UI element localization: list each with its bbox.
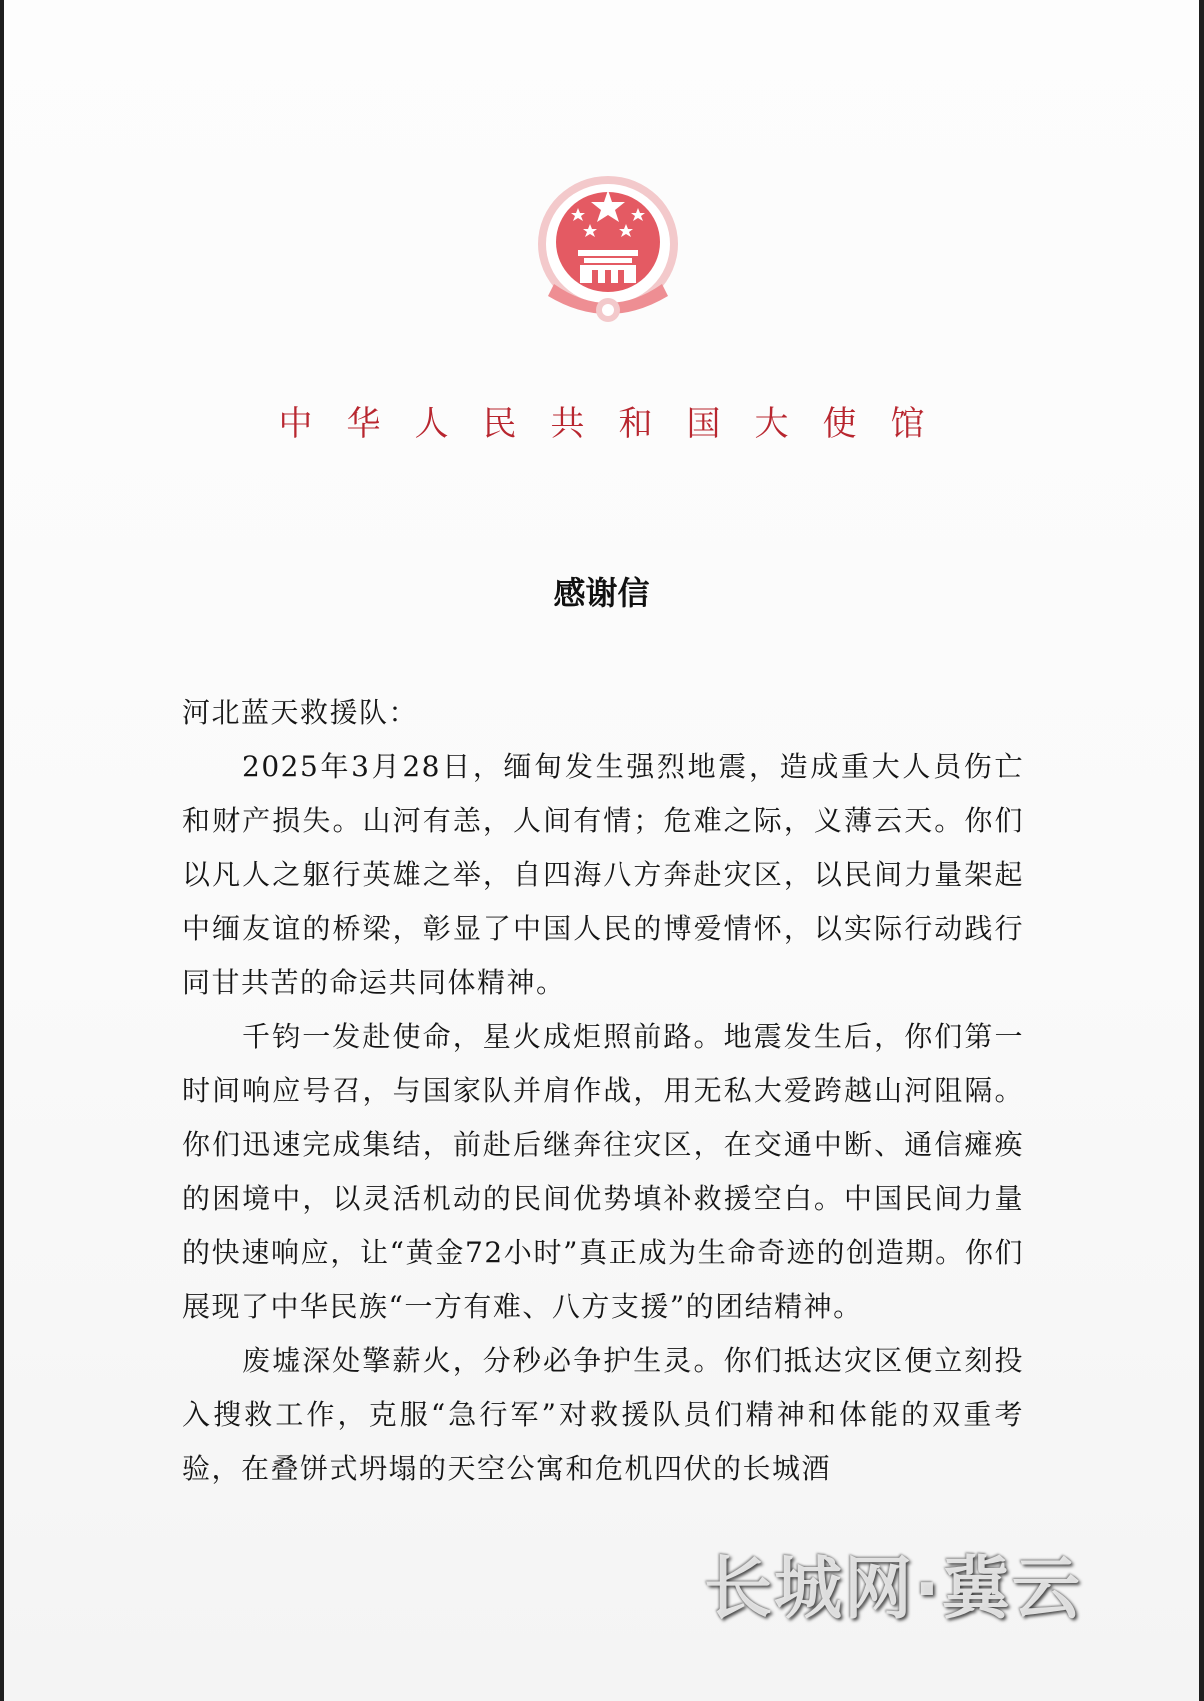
- salutation: 河北蓝天救援队：: [182, 696, 419, 729]
- paragraph-1: 2025年3月28日，缅甸发生强烈地震，造成重大人员伤亡和财产损失。山河有恙，人间有情；危难之际，义薄云天。你们以凡人之躯行英雄之举，自四海八方奔赴灾区，以民间力量架起中缅友谊的桥梁，彰显了中国人民的博爱情怀，以实际行动践行同甘共苦的命运共同体精神。: [182, 750, 1024, 999]
- paragraph-3: 废墟深处擎薪火，分秒必争护生灵。你们抵达灾区便立刻投入搜救工作，克服“急行军”对救援队员们精神和体能的双重考验，在叠饼式坍塌的天空公寓和危机四伏的长城酒: [182, 1344, 1024, 1485]
- letter-paper: [4, 0, 1199, 1701]
- letter-body: [182, 686, 1024, 1496]
- letter-title: 感谢信: [553, 574, 650, 612]
- watermark: 长城网·冀云: [704, 1550, 1082, 1629]
- paragraph-2: 千钧一发赴使命，星火成炬照前路。地震发生后，你们第一时间响应号召，与国家队并肩作战，用无私大爱跨越山河阻隔。你们迅速完成集结，前赴后继奔往灾区，在交通中断、通信瘫痪的困境中，以灵活机动的民间优势填补救援空白。中国民间力量的快速响应，让“黄金72小时”真正成为生命奇迹的创造期。你们展现了中华民族“一方有难、八方支援”的团结精神。: [182, 1020, 1024, 1323]
- national-emblem-icon: [534, 172, 682, 330]
- embassy-letterhead: 中华人民共和国大使馆: [278, 404, 959, 444]
